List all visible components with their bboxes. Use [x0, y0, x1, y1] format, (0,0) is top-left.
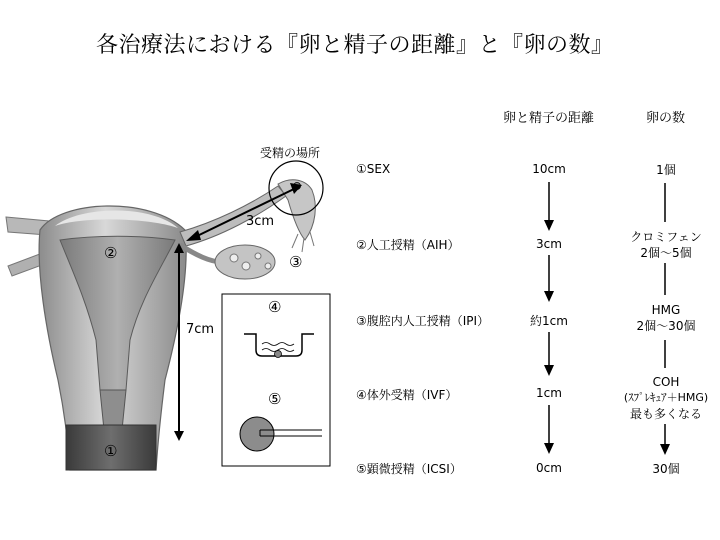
eggs-ipi-drug: HMG — [651, 303, 681, 317]
distance-ipi: 約1cm — [530, 314, 568, 328]
tube-distance-arrow — [193, 188, 296, 238]
tube-distance-label: 3cm — [246, 214, 275, 229]
method-icsi: ⑤顕微授精（ICSI） — [356, 462, 462, 476]
eggs-ivf-drug: COH — [652, 375, 680, 389]
uterus-length-label: 7cm — [186, 322, 215, 337]
method-aih: ②人工授精（AIH） — [356, 238, 460, 252]
eggs-ipi-count: 2個～30個 — [636, 319, 696, 333]
eggs-aih-count: 2個～5個 — [640, 246, 692, 260]
eggs-ivf-note: 最も多くなる — [629, 407, 702, 421]
distance-aih: 3cm — [536, 237, 562, 251]
distance-sex: 10cm — [532, 162, 566, 176]
eggs-ivf-regimen: (ｽﾌﾟﾚｷｭｱ＋HMG) — [623, 391, 709, 404]
egg-icon — [240, 417, 274, 451]
marker-3: ③ — [289, 253, 303, 271]
distance-icsi: 0cm — [536, 461, 562, 475]
marker-4: ④ — [268, 298, 282, 316]
marker-1: ① — [104, 442, 118, 460]
distance-column-header: 卵と精子の距離 — [503, 111, 595, 126]
method-sex: ①SEX — [356, 162, 391, 176]
eggs-column-header: 卵の数 — [646, 111, 686, 126]
lab-procedure-box — [222, 294, 330, 466]
eggs-sex: 1個 — [656, 163, 676, 177]
method-ivf: ④体外受精（IVF） — [356, 388, 458, 402]
eggs-aih-drug: クロミフェン — [630, 230, 702, 244]
method-ipi: ③腹腔内人工授精（IPI） — [356, 314, 490, 328]
distance-ivf: 1cm — [536, 386, 562, 400]
eggs-icsi: 30個 — [652, 462, 680, 476]
marker-5: ⑤ — [268, 390, 282, 408]
marker-2: ② — [104, 244, 118, 262]
page-title: 各治療法における『卵と精子の距離』と『卵の数』 — [96, 33, 614, 58]
fertilization-site-label: 受精の場所 — [260, 146, 321, 160]
